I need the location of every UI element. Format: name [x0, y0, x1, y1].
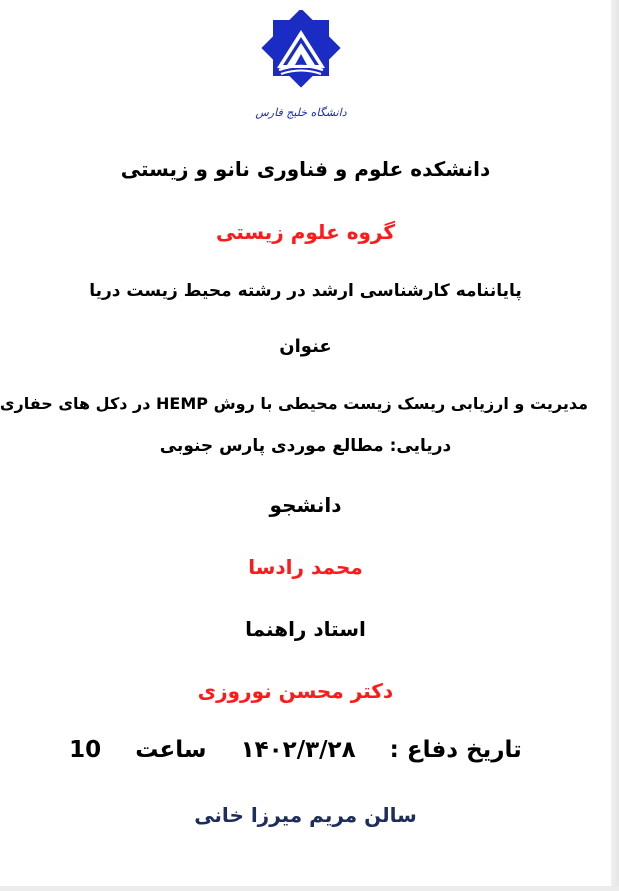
defense-info: [0, 737, 601, 763]
advisor-name: دکتر محسن نوروزی: [197, 679, 394, 703]
defense-time: 10: [69, 737, 102, 763]
student-heading: دانشجو: [269, 493, 342, 517]
university-logo: [255, 10, 347, 122]
thesis-title-line-1: مدیریت و ارزیابی ریسک زیست محیطی با روش HEMP در دکل های حفاری: [0, 394, 588, 413]
star-emblem-icon: [261, 10, 340, 88]
defense-label: تاریخ دفاع :: [389, 737, 522, 763]
thesis-title-line-2: دریایی: مطالع موردی پارس جنوبی: [159, 436, 452, 456]
title-heading: عنوان: [279, 336, 332, 357]
advisor-heading: استاد راهنما: [245, 617, 366, 641]
defense-time-label: ساعت: [135, 737, 207, 763]
student-name: محمد رادسا: [248, 555, 363, 579]
department-name: گروه علوم زیستی: [215, 220, 396, 244]
page-right-edge: [611, 0, 619, 891]
defense-date: ۱۴۰۲/۳/۲۸: [240, 737, 356, 763]
venue-name: سالن مریم میرزا خانی: [194, 803, 417, 827]
logo-caption: دانشگاه خلیج فارس: [255, 106, 347, 119]
page-bottom-edge: [0, 886, 619, 891]
faculty-name: دانشکده علوم و فناوری نانو و زیستی: [120, 157, 491, 181]
thesis-type: پایاننامه کارشناسی ارشد در رشته محیط زیست دریا: [89, 281, 522, 301]
